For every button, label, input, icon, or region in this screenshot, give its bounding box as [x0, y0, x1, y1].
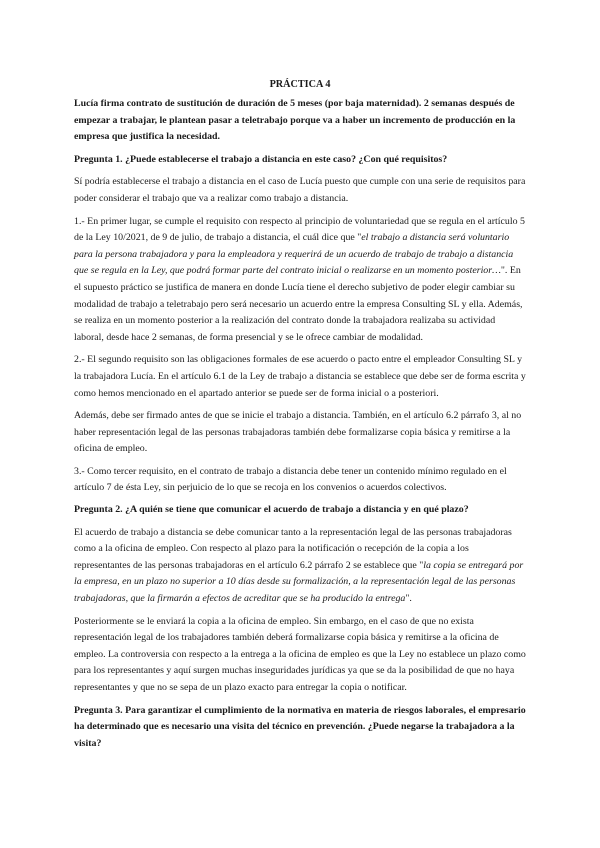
q1-requirement-3: 3.- Como tercer requisito, en el contrato de trabajo a distancia debe tener un contenido mínimo regulado en el artículo 7 de ésta Ley, sin perjuicio de lo que se recoja en los convenios o acuerdos colectivos. [74, 465, 507, 494]
q1-answer-intro: Sí podría establecerse el trabajo a distancia en el caso de Lucía puesto que cumple con una serie de requisitos para poder considerar el trabajo que va a realizar como trabajo a distancia. [74, 176, 526, 204]
q1-requirement-1-text-a: 1.- En primer lugar, se cumple el requisito con respecto al principio de voluntariedad que se regula en el artículo 5 de la Ley 10/2021, de 9 de julio, de trabajo a distancia, el cuál dice que " [74, 215, 525, 244]
question-2: Pregunta 2. ¿A quién se tiene que comunicar el acuerdo de trabajo a distancia y en qué plazo? [74, 504, 469, 516]
q2-answer-1 [74, 525, 526, 608]
q2-answer-1-text-b: ". [405, 593, 412, 605]
case-statement: Lucía firma contrato de sustitución de duración de 5 meses (por baja maternidad). 2 semanas después de empezar a trabajar, le plantean pasar a teletrabajo porque va a haber un incremento de producción en la empresa que justifica la necesidad. [74, 98, 516, 143]
q2-answer-1-quote: la copia se entregará por la empresa, en un plazo no superior a 10 días desde su formalización, a la representación legal de las personas trabajadoras, que la firmarán a efectos de acreditar que se ha producido la entrega [74, 559, 524, 605]
question-1: Pregunta 1. ¿Puede establecerse el trabajo a distancia en este caso? ¿Con qué requisitos? [74, 153, 448, 165]
q1-requirement-1-text-b: ". En el supuesto práctico se justifica de manera en donde Lucía tiene el derecho subjetivo de poder elegir cambiar su modalidad de trabajo a teletrabajo pero será necesario un acuerdo entre la empresa Consulting SL y ella. Además, se realiza en un momento posterior a la realización del contrato donde la trabajadora realizaba su actividad laboral, desde hace 2 semanas, de forma presencial y se le ofrece cambiar de modalidad. [74, 265, 523, 343]
q1-requirement-2-cont: Además, debe ser firmado antes de que se inicie el trabajo a distancia. También, en el artículo 6.2 párrafo 3, al no haber representación legal de las personas trabajadoras también debe formalizarse copia básica y remitirse a la oficina de empleo. [74, 410, 522, 455]
q1-requirement-2: 2.- El segundo requisito son las obligaciones formales de ese acuerdo o pacto entre el empleador Consulting SL y la trabajadora Lucía. En el artículo 6.1 de la Ley de trabajo a distancia se establece que debe ser de forma escrita y como hemos mencionado en el apartado anterior se puede ser de forma inicial o a posteriori. [74, 354, 526, 399]
question-3: Pregunta 3. Para garantizar el cumplimiento de la normativa en materia de riesgos laborales, el empresario ha determinado que es necesario una visita del técnico en prevención. ¿Puede negarse la trabajadora a la visita? [74, 704, 526, 749]
q1-requirement-1 [74, 214, 526, 347]
q2-answer-2: Posteriormente se le enviará la copia a la oficina de empleo. Sin embargo, en el caso de que no exista representación legal de los trabajadores también deberá formalizarse copia básica y remitirse a la oficina de empleo. La controversia con respecto a la entrega a la oficina de empleo es que la Ley no establece un plazo como para los representantes y aquí surgen muchas inseguridades jurídicas ya que se da la posibilidad de que no haya representantes y que no se sepa de un plazo exacto para entregar la copia o notificar. [74, 615, 526, 693]
document-title: PRÁCTICA 4 [269, 79, 331, 90]
document-body [74, 78, 526, 758]
q1-requirement-1-quote: el trabajo a distancia será voluntario para la persona trabajadora y para la empleadora y requerirá de un acuerdo de trabajo de trabajo a distancia que se regula en la Ley, que podrá formar parte del contrato inicial o realizarse en un momento posterior… [74, 232, 514, 277]
q2-answer-1-text-a: El acuerdo de trabajo a distancia se debe comunicar tanto a la representación legal de las personas trabajadoras como a la oficina de empleo. Con respecto al plazo para la notificación o recepción de la copia a los representantes de las personas trabajadoras en el artículo 6.2 párrafo 2 se establece que " [74, 526, 512, 571]
